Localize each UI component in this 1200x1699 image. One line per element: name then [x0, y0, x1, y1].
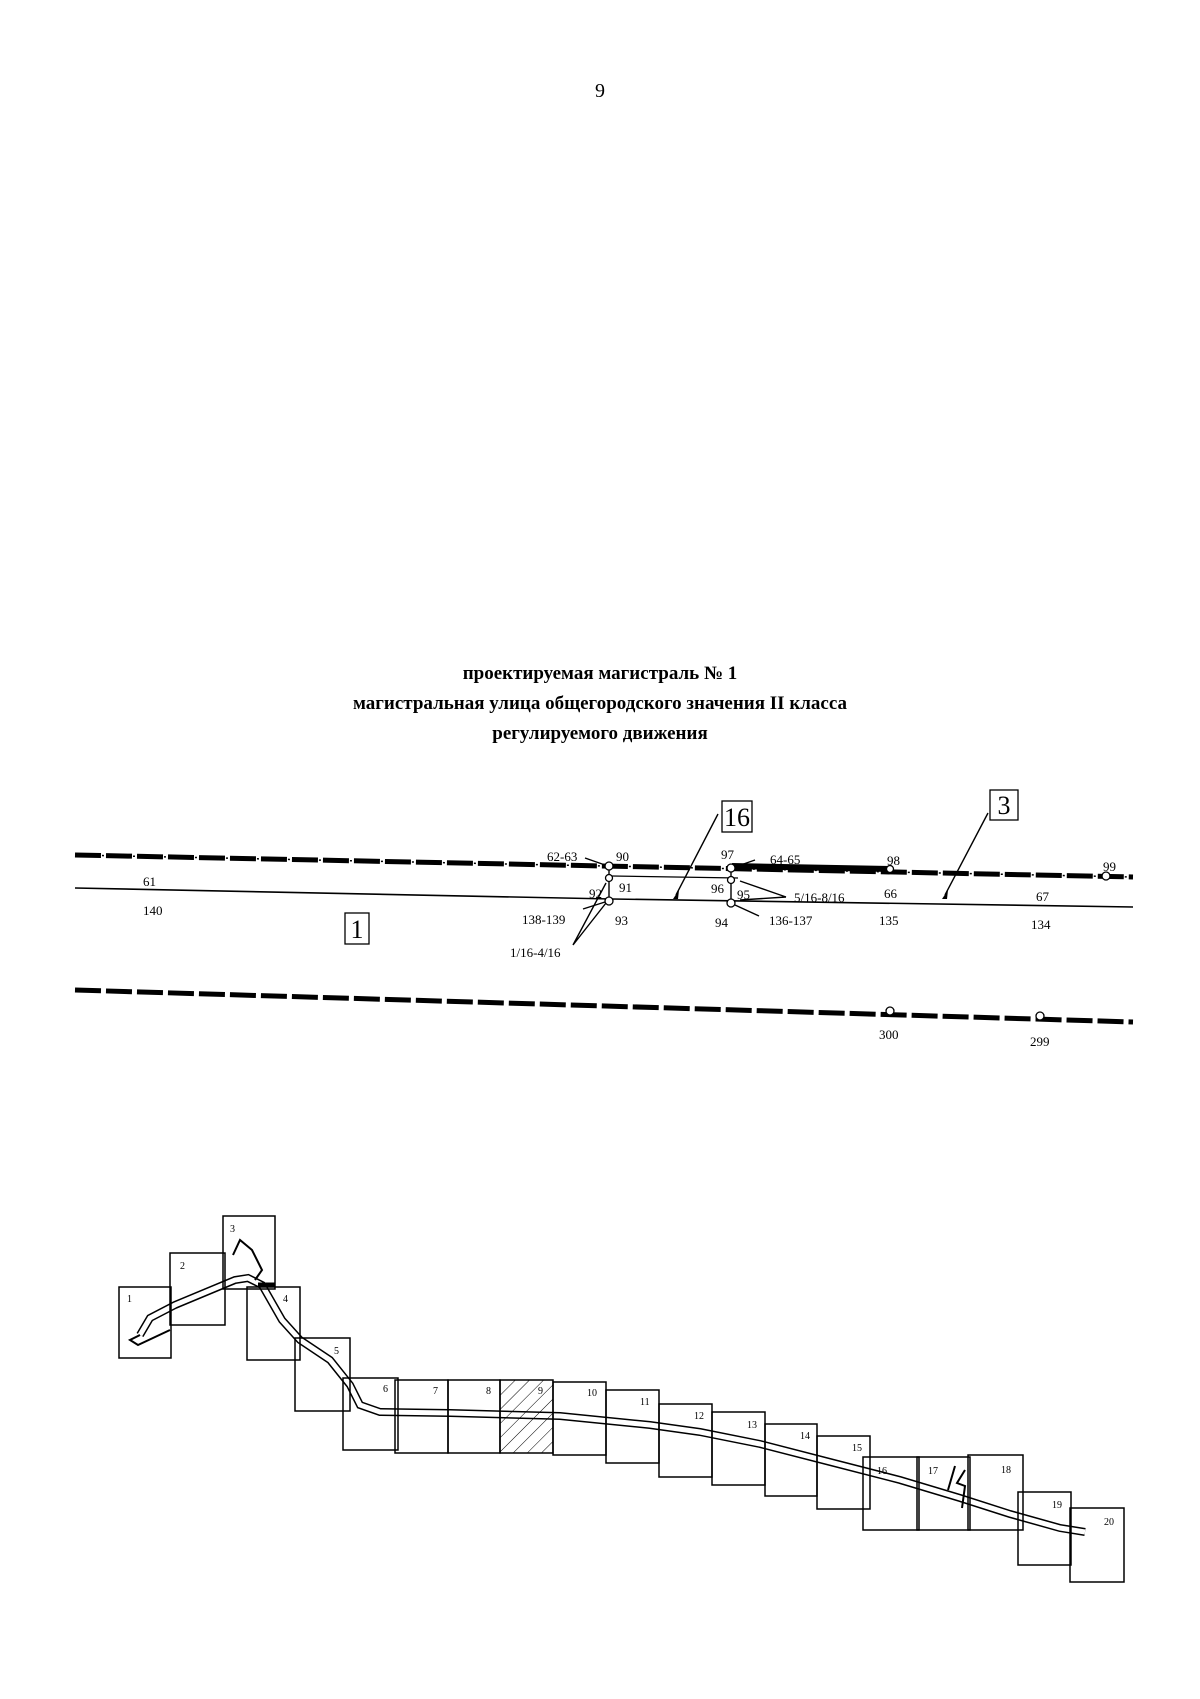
point-97: [727, 864, 735, 872]
label-96: 96: [711, 881, 724, 896]
sheet-6-label: 6: [383, 1384, 388, 1395]
point-92: [606, 875, 613, 882]
sheet-11-label: 11: [640, 1397, 650, 1408]
sheet-17-label: 17: [928, 1466, 938, 1477]
label-134: 134: [1031, 917, 1051, 932]
sheet-13-label: 13: [747, 1420, 757, 1431]
inner-line: [612, 876, 738, 878]
sheet-20: [1070, 1508, 1124, 1582]
frame-1-label: 1: [350, 915, 364, 944]
label-94: 94: [715, 915, 728, 930]
title-line-3: регулируемого движения: [492, 723, 708, 744]
label-140: 140: [143, 903, 163, 918]
key-map: [119, 1216, 1124, 1582]
point-299: [1036, 1012, 1044, 1020]
sheet-12: [659, 1404, 712, 1477]
sheet-20-label: 20: [1104, 1517, 1114, 1528]
sheet-16-label: 16: [877, 1466, 887, 1477]
sheet-3-label: 3: [230, 1224, 235, 1235]
sheet-15-label: 15: [852, 1443, 862, 1454]
label-97: 97: [721, 847, 734, 862]
sheet-9-label: 9: [538, 1386, 543, 1397]
label-300: 300: [879, 1027, 899, 1042]
north-red-line: [75, 855, 1133, 877]
title-line-2: магистральная улица общегородского значения II класса: [352, 693, 848, 714]
north-bold-segment: [732, 866, 890, 869]
sheet-13: [712, 1412, 765, 1485]
title-line-1: проектируемая магистраль № 1: [462, 663, 738, 684]
sheet-4-label: 4: [283, 1294, 288, 1305]
sheet-8-label: 8: [486, 1386, 491, 1397]
label-90: 90: [616, 849, 629, 864]
sheet-10-label: 10: [587, 1388, 597, 1399]
point-94: [727, 899, 735, 907]
label-138-139: 138-139: [522, 912, 566, 927]
sheet-14-label: 14: [800, 1431, 810, 1442]
point-96: [728, 877, 735, 884]
label-91: 91: [619, 880, 632, 895]
road-edge-line-left: [75, 888, 612, 899]
sheet-1-label: 1: [127, 1294, 132, 1305]
point-90: [605, 862, 613, 870]
sheet-5-label: 5: [334, 1346, 339, 1357]
label-95: 95: [737, 887, 750, 902]
point-300: [886, 1007, 894, 1015]
road-edge-line-right: [612, 899, 1133, 907]
sheet-12-label: 12: [694, 1411, 704, 1422]
frame-16: [722, 801, 752, 832]
sheet-18-label: 18: [1001, 1465, 1011, 1476]
label-135: 135: [879, 913, 899, 928]
frame-1: [345, 913, 369, 944]
sheet-7-label: 7: [433, 1386, 438, 1397]
frame-3-label: 3: [997, 791, 1011, 820]
frame-3: [990, 790, 1018, 820]
label-66: 66: [884, 886, 897, 901]
south-red-line: [75, 990, 1133, 1022]
label-62-63: 62-63: [547, 849, 578, 864]
page-number: 9: [595, 80, 605, 102]
sheet-19-label: 19: [1052, 1500, 1062, 1511]
label-64-65: 64-65: [770, 852, 801, 867]
label-93: 93: [615, 913, 628, 928]
label-61: 61: [143, 874, 156, 889]
label-67: 67: [1036, 889, 1049, 904]
frame-16-label: 16: [724, 803, 750, 832]
sheet-16: [863, 1457, 919, 1530]
label-99: 99: [1103, 859, 1116, 874]
sheet-9: [500, 1380, 553, 1453]
label-5-16-8-16: 5/16-8/16: [794, 890, 845, 905]
label-136-137: 136-137: [769, 913, 813, 928]
label-92: 92: [589, 886, 602, 901]
label-1-16-4-16: 1/16-4/16: [510, 945, 561, 960]
label-299: 299: [1030, 1034, 1050, 1049]
label-98: 98: [887, 853, 900, 868]
sheet-2-label: 2: [180, 1261, 185, 1272]
